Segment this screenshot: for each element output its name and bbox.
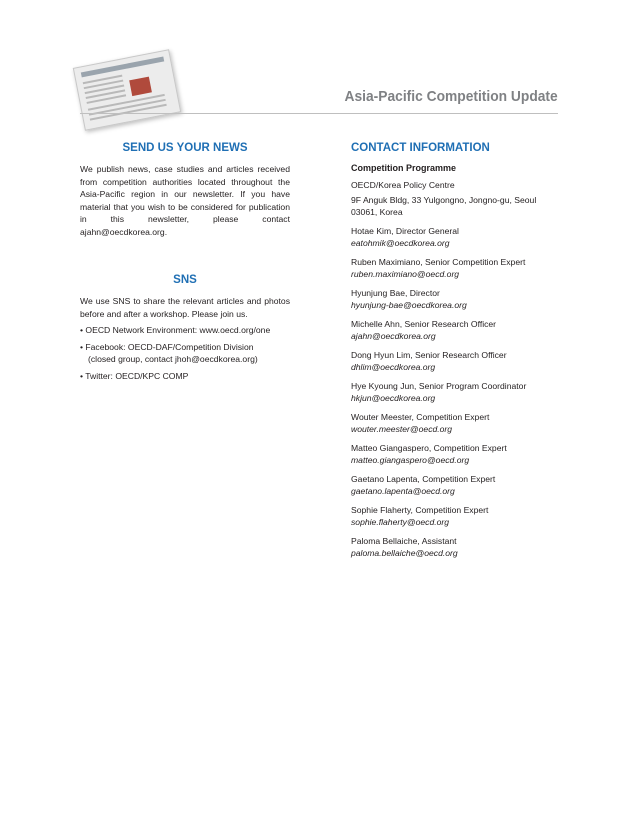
- contact-email[interactable]: eatohmik@oecdkorea.org: [351, 238, 450, 248]
- header-divider: [80, 113, 558, 114]
- contact-list: [351, 225, 561, 560]
- address-line: OECD/Korea Policy Centre: [351, 180, 455, 190]
- programme-title: Competition Programme: [351, 163, 457, 173]
- address: [351, 179, 561, 219]
- contact-email[interactable]: dhlim@oecdkorea.org: [351, 362, 436, 372]
- contact-name: Hyunjung Bae, Director: [351, 287, 440, 298]
- contact-email[interactable]: ajahn@oecdkorea.org: [351, 331, 436, 341]
- contact-name: Michelle Ahn, Senior Research Officer: [351, 318, 497, 329]
- contact-email[interactable]: sophie.flaherty@oecd.org: [351, 517, 450, 527]
- contact-entry: [351, 287, 561, 312]
- contact-entry: [351, 473, 561, 498]
- contact-entry: [351, 380, 561, 405]
- contact-email[interactable]: hkjun@oecdkorea.org: [351, 393, 436, 403]
- contact-name: Ruben Maximiano, Senior Competition Expert: [351, 256, 526, 267]
- contact-heading: CONTACT INFORMATION: [351, 142, 490, 154]
- contact-email[interactable]: paloma.bellaiche@oecd.org: [351, 548, 458, 558]
- contact-entry: [351, 225, 561, 250]
- contact-name: Hye Kyoung Jun, Senior Program Coordinator: [351, 380, 527, 391]
- contact-name: Sophie Flaherty, Competition Expert: [351, 504, 489, 515]
- contact-email[interactable]: gaetano.lapenta@oecd.org: [351, 486, 455, 496]
- sns-item: • OECD Network Environment: www.oecd.org/one: [80, 325, 271, 335]
- contact-entry: [351, 504, 561, 529]
- contact-entry: [351, 256, 561, 281]
- contact-entry: [351, 411, 561, 436]
- contact-name: Paloma Bellaiche, Assistant: [351, 535, 457, 546]
- send-news-paragraph: We publish news, case studies and articles received from competition authorities located throughout the Asia-Pacific region in our newsletter. If you have material that you wish to be considered for publication in this newsletter, please contact ajahn@oecdkorea.org.: [80, 164, 290, 237]
- sns-item: • Twitter: OECD/KPC COMP: [80, 370, 189, 381]
- right-column: [351, 142, 561, 560]
- contact-entry: [351, 442, 561, 467]
- sns-heading: SNS: [173, 274, 197, 286]
- sns-item-text: • Facebook: OECD-DAF/Competition Division: [80, 341, 254, 352]
- send-news-heading: SEND US YOUR NEWS: [122, 142, 248, 154]
- sns-item: [80, 341, 290, 366]
- contact-email[interactable]: wouter.meester@oecd.org: [351, 424, 453, 434]
- contact-name: Hotae Kim, Director General: [351, 225, 459, 236]
- left-column: [80, 142, 290, 382]
- address-line: 9F Anguk Bldg, 33 Yulgongno, Jongno-gu, Seoul 03061, Korea: [351, 194, 537, 217]
- contact-entry: [351, 318, 561, 343]
- contact-entry: [351, 535, 561, 560]
- contact-name: Matteo Giangaspero, Competition Expert: [351, 442, 507, 453]
- newsletter-thumbnail-image: [73, 49, 181, 131]
- sns-item-note: (closed group, contact jhoh@oecdkorea.org): [88, 354, 258, 364]
- contact-name: Wouter Meester, Competition Expert: [351, 411, 490, 422]
- page-title: Asia-Pacific Competition Update: [344, 88, 558, 105]
- contact-email[interactable]: hyunjung-bae@oecdkorea.org: [351, 300, 467, 310]
- contact-name: Gaetano Lapenta, Competition Expert: [351, 473, 496, 484]
- contact-entry: [351, 349, 561, 374]
- contact-name: Dong Hyun Lim, Senior Research Officer: [351, 349, 507, 360]
- contact-email[interactable]: matteo.giangaspero@oecd.org: [351, 455, 470, 465]
- contact-email[interactable]: ruben.maximiano@oecd.org: [351, 269, 460, 279]
- sns-intro: We use SNS to share the relevant articles and photos before and after a workshop. Please join us.: [80, 296, 290, 319]
